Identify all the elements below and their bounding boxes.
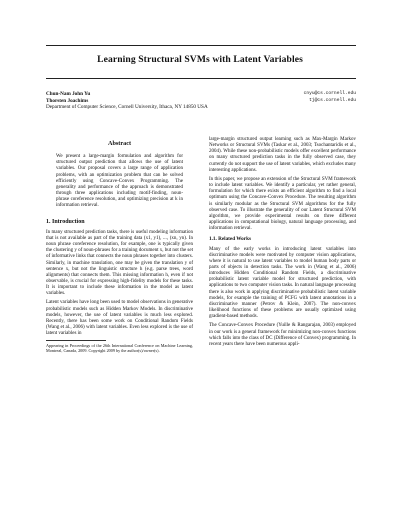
paragraph: Latent variables have long been used to model observations in generative probabilistic models such as Hidden Markov Models. In discriminative models, however, the use of latent variables is much less explored. Recently, there has been some work on Conditional Random Fields (Wang et al., 2006) with latent variables. Even less explored is the use of latent variables in — [46, 300, 193, 337]
paper-title: Learning Structural SVMs with Latent Variables — [97, 54, 303, 65]
section-heading: 1. Introduction — [46, 218, 85, 225]
top-rule — [46, 45, 356, 46]
right-column — [209, 137, 356, 348]
footnote-rule — [46, 340, 106, 341]
subsection-heading: 1.1. Related Works — [209, 236, 251, 243]
abstract-heading: Abstract — [107, 140, 132, 147]
paragraph: large-margin structured output learning such as Max-Margin Markov Networks or Structural SVMs (Taskar et al., 2003; Tsochantaridis et al., 2004). While these non-probabilistic models offer excellent performance on many structured prediction tasks in the fully observed case, they currently do not support the use of latent variables, which excludes many interesting applications. — [209, 137, 356, 173]
affiliation: Department of Computer Science, Cornell University, Ithaca, NY 14850 USA — [46, 104, 208, 111]
footnote: Appearing in Proceedings of the 26th International Conference on Machine Learning, Montreal, Canada, 2009. Copyright 2009 by the author(s)/owner(s). — [46, 342, 193, 353]
title-bottom-rule — [46, 78, 356, 79]
author-block — [46, 91, 356, 111]
paragraph: In many structured prediction tasks, there is useful modeling information that is not available as part of the training data (x1, y1), ..., (xn, yn). In noun phrase coreference resolution, for example, one is typically given the clustering y of noun-phrases for a training document x, but not the set of informative links that connects the noun phrases together into clusters. Similarly, in machine translation, one may be given the translation y of sentence x, but not the linguistic structure h (e.g. parse trees, word alignments) that connects them. This missing information h, even if not observable, is crucial for expressing high-fidelity models for these tasks. It is important to include these information in the model as latent variables. — [46, 229, 193, 297]
left-column — [46, 137, 193, 353]
author-email: cnyu@cs.cornell.edu — [303, 91, 356, 96]
paragraph: In this paper, we propose an extension of the Structural SVM framework to include latent variables. We identify a particular, yet rather general, formulation for which there exists an efficient algorithm to find a local optimum using the Concave-Convex Procedure. The resulting algorithm is similarly modular as the Structural SVM algorithms for the fully observed case. To illustrate the generality of our Latent Structural SVM algorithm, we provide experimental results on three different applications in computational biology, natural language processing, and information retrieval. — [209, 176, 356, 232]
author-name: Chun-Nam John Yu — [46, 91, 91, 97]
paragraph: Many of the early works in introducing latent variables into discriminative models were motivated by computer vision applications, where it is natural to use latent variables to model human body parts or parts of objects in detection tasks. The work in (Wang et al., 2006) introduces Hidden Conditional Random Fields, a discriminative probabilistic latent variable model for structured prediction, with applications to two computer vision tasks. In natural language processing there is also work in applying discriminative probabilistic latent variable models, for example the training of PCFG with latent annotations in a discriminative manner (Petrov & Klein, 2007). The non-convex likelihood functions of these problems are usually optimized using gradient-based methods. — [209, 246, 356, 320]
author-email: tj@cs.cornell.edu — [309, 97, 356, 103]
author-name: Thorsten Joachims — [46, 97, 89, 104]
author-row — [46, 91, 356, 98]
abstract-text: We present a large-margin formulation and algorithm for structured output prediction that allows the use of latent variables. Our proposal covers a large range of application problems, with an optimization problem that can be solved efficiently using Concave-Convex Programming. The generality and performance of the approach is demonstrated through three applications including motif-finding, noun-phrase coreference resolution, and optimizing precision at k in information retrieval. — [56, 154, 183, 209]
paragraph: The Concave-Convex Procedure (Yuille & Rangarajan, 2003) employed in our work is a general framework for minimizing non-convex functions which falls into the class of DC (Difference of Convex) programming. In recent years there have been numerous appli- — [209, 323, 356, 347]
